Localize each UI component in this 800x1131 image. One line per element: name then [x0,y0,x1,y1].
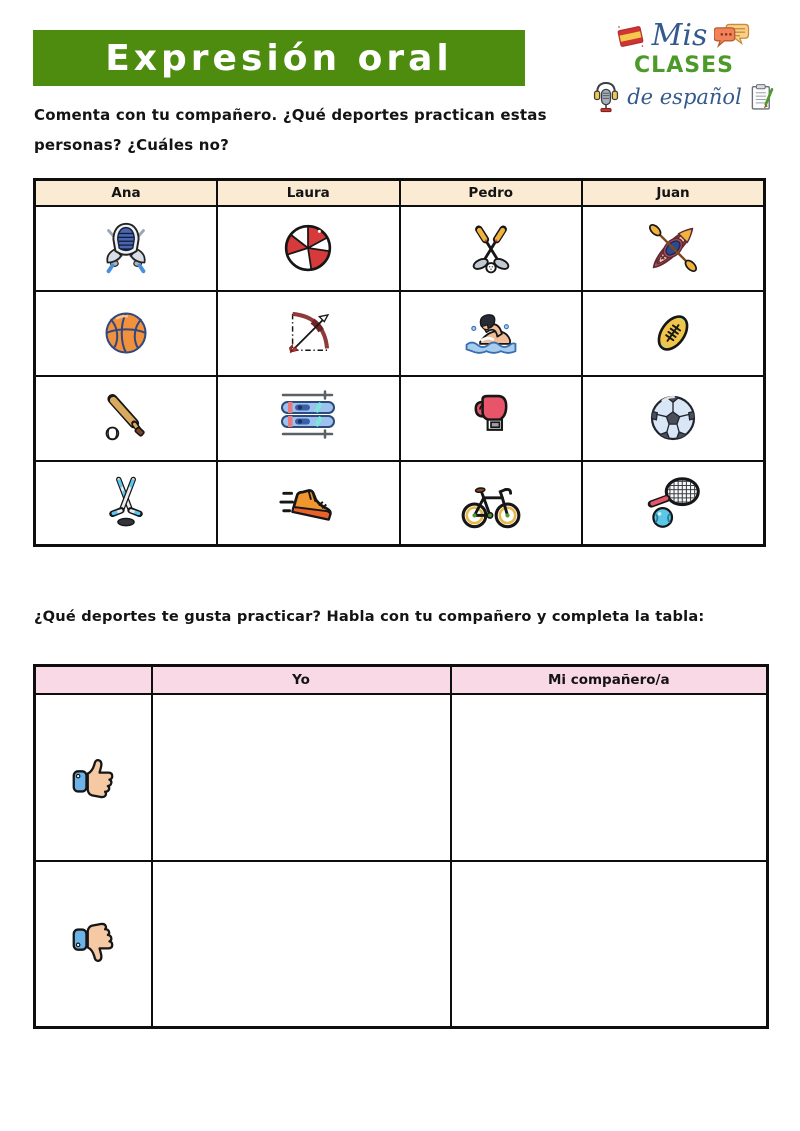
sport-cell [400,376,583,461]
write-in-cell-dislike-companero [451,861,768,1028]
sport-cell [582,461,765,546]
thumbs-down-icon [65,933,121,952]
sport-cell [400,206,583,291]
logo-row-bottom [588,80,780,114]
write-in-cell-like-companero [451,694,768,861]
boxing-icon [464,408,518,427]
volleyball-icon [280,238,336,257]
header-laura: Laura [217,180,400,206]
sports-table [33,178,766,547]
golf-icon [461,238,521,257]
sports-row-3 [35,376,765,461]
sports-row-4 [35,461,765,546]
like-row-label-cell [35,694,152,861]
instruction-1-line2: personas? ¿Cuáles no? [34,136,230,154]
logo-word-clases: CLASES [634,53,734,78]
notepad-pencil-icon [749,83,776,112]
ice-hockey-icon [97,492,155,511]
sport-cell [582,291,765,376]
site-logo [588,20,780,114]
sports-row-2 [35,291,765,376]
sport-cell [582,376,765,461]
logo-row-top [588,20,780,52]
write-in-cell-dislike-yo [152,861,451,1028]
baseball-icon [97,408,155,427]
archery-icon [279,323,337,342]
header-yo: Yo [152,666,451,694]
cycling-icon [458,492,524,511]
sport-cell [35,206,218,291]
chat-bubbles-icon [714,21,752,52]
fencing-icon [95,238,157,257]
sport-cell [400,291,583,376]
dislike-row-label-cell [35,861,152,1028]
sport-cell [35,461,218,546]
header-mi-companero: Mi compañero/a [451,666,768,694]
swimming-icon [459,323,523,342]
sport-cell [582,206,765,291]
sports-table-header-row [35,180,765,206]
sports-row-1 [35,206,765,291]
sport-cell [217,461,400,546]
header-juan: Juan [582,180,765,206]
header-pedro: Pedro [400,180,583,206]
header-ana: Ana [35,180,218,206]
kayaking-icon [643,238,703,257]
likes-table-header-row [35,666,768,694]
sport-cell [35,376,218,461]
instruction-2: ¿Qué deportes te gusta practicar? Habla con tu compañero y completa la tabla: [34,608,705,625]
thumbs-up-icon [65,767,121,786]
skiing-icon [276,408,340,427]
sport-cell [217,376,400,461]
tennis-icon [640,492,706,511]
sport-cell [35,291,218,376]
title-banner [33,30,525,86]
instruction-1 [34,100,579,160]
football-icon [645,408,701,427]
likes-row [35,861,768,1028]
spain-flag-icon [616,23,645,50]
sport-cell [217,291,400,376]
running-icon [277,492,339,511]
likes-row [35,694,768,861]
sport-cell [400,461,583,546]
microphone-headphones-icon [592,80,620,114]
sport-cell [217,206,400,291]
header-corner [35,666,152,694]
basketball-icon [100,323,152,342]
page-title: Expresión oral [105,37,453,79]
write-in-cell-like-yo [152,694,451,861]
logo-word-mis: Mis [651,18,708,53]
logo-word-de-espanol: de español [627,85,742,109]
instruction-1-line1: Comenta con tu compañero. ¿Qué deportes practican estas [34,106,547,124]
rugby-icon [645,323,701,342]
likes-table [33,664,769,1029]
